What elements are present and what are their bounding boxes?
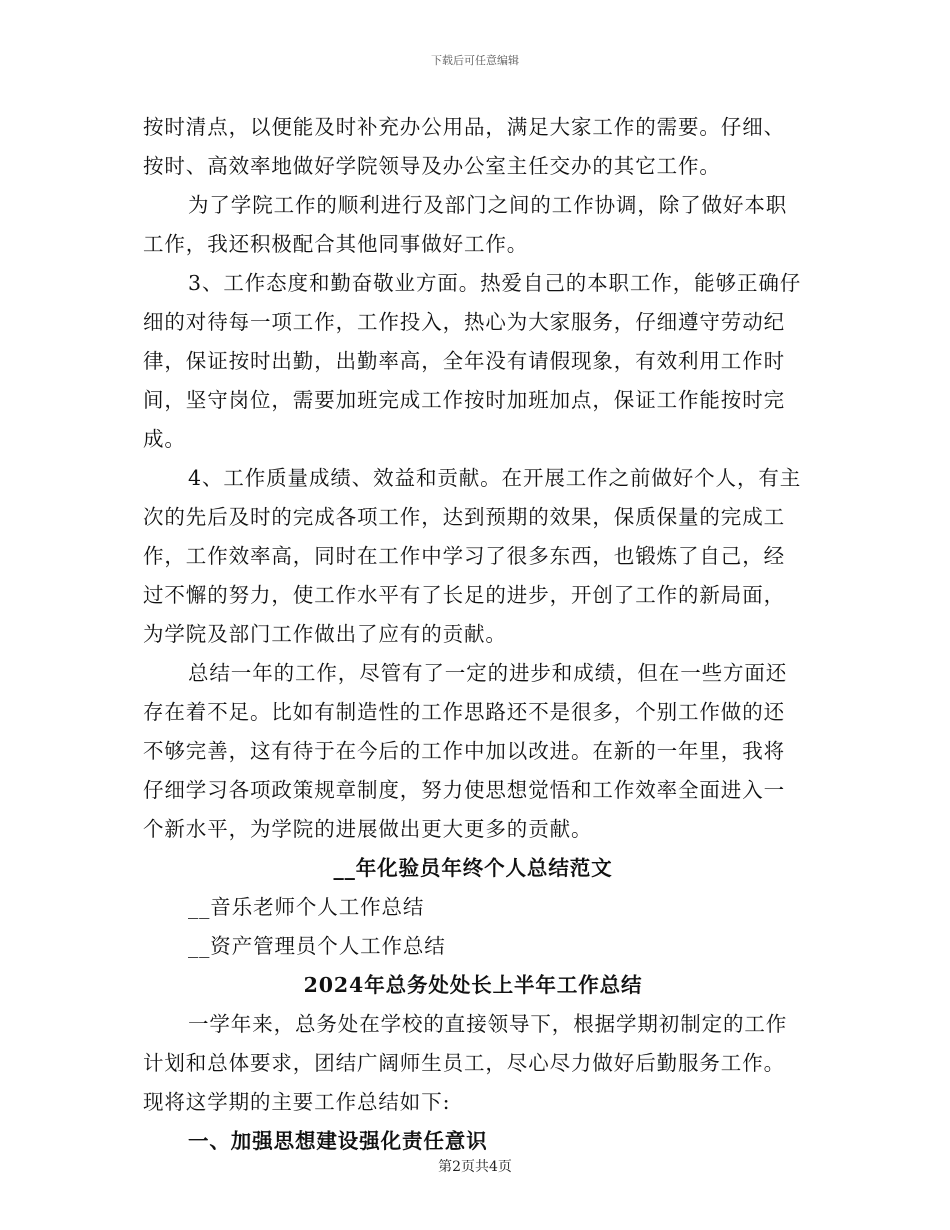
heading-chemist-summary: __年化验员年终个人总结范文 <box>333 856 613 880</box>
paragraph-continued: 按时清点，以便能及时补充办公用品，满足大家工作的需要。仔细、按时、高效率地做好学院领导及办公室主任交办的其它工作。 <box>143 115 785 178</box>
page-header: 下载后可任意编辑 <box>431 54 519 67</box>
related-link-asset-manager[interactable]: __资产管理员个人工作总结 <box>188 934 446 958</box>
heading-general-affairs: 2024年总务处处长上半年工作总结 <box>303 973 643 997</box>
related-link-music-teacher[interactable]: __音乐老师个人工作总结 <box>188 895 425 919</box>
paragraph-quality: 4、工作质量成绩、效益和贡献。在开展工作之前做好个人，有主次的先后及时的完成各项工作，达到预期的效果，保质保量的完成工作，工作效率高，同时在工作中学习了很多东西，也锻炼了自己，经过不懈的努力，使工作水平有了长足的进步，开创了工作的新局面，为学院及部门工作做出了应有的贡献。 <box>143 466 802 646</box>
section-heading-1: 一、加强思想建设强化责任意识 <box>188 1129 488 1153</box>
page-footer: 第2页共4页 <box>438 1159 512 1175</box>
paragraph-intro: 一学年来，总务处在学校的直接领导下，根据学期初制定的工作计划和总体要求，团结广阔师生员工，尽心尽力做好后勤服务工作。现将这学期的主要工作总结如下: <box>143 1012 788 1114</box>
paragraph-cooperation: 为了学院工作的顺利进行及部门之间的工作协调，除了做好本职工作，我还积极配合其他同事做好工作。 <box>143 193 788 256</box>
paragraph-summary: 总结一年的工作，尽管有了一定的进步和成绩，但在一些方面还存在着不足。比如有制造性的工作思路还不是很多，个别工作做的还不够完善，这有待于在今后的工作中加以改进。在新的一年里，我将仔细学习各项政策规章制度，努力使思想觉悟和工作效率全面进入一个新水平，为学院的进展做出更大更多的贡献。 <box>143 661 788 841</box>
paragraph-attitude: 3、工作态度和勤奋敬业方面。热爱自己的本职工作，能够正确仔细的对待每一项工作，工作投入，热心为大家服务，仔细遵守劳动纪律，保证按时出勤，出勤率高，全年没有请假现象，有效利用工作时间，坚守岗位，需要加班完成工作按时加班加点，保证工作能按时完成。 <box>143 271 802 451</box>
document-body <box>143 108 803 1161</box>
